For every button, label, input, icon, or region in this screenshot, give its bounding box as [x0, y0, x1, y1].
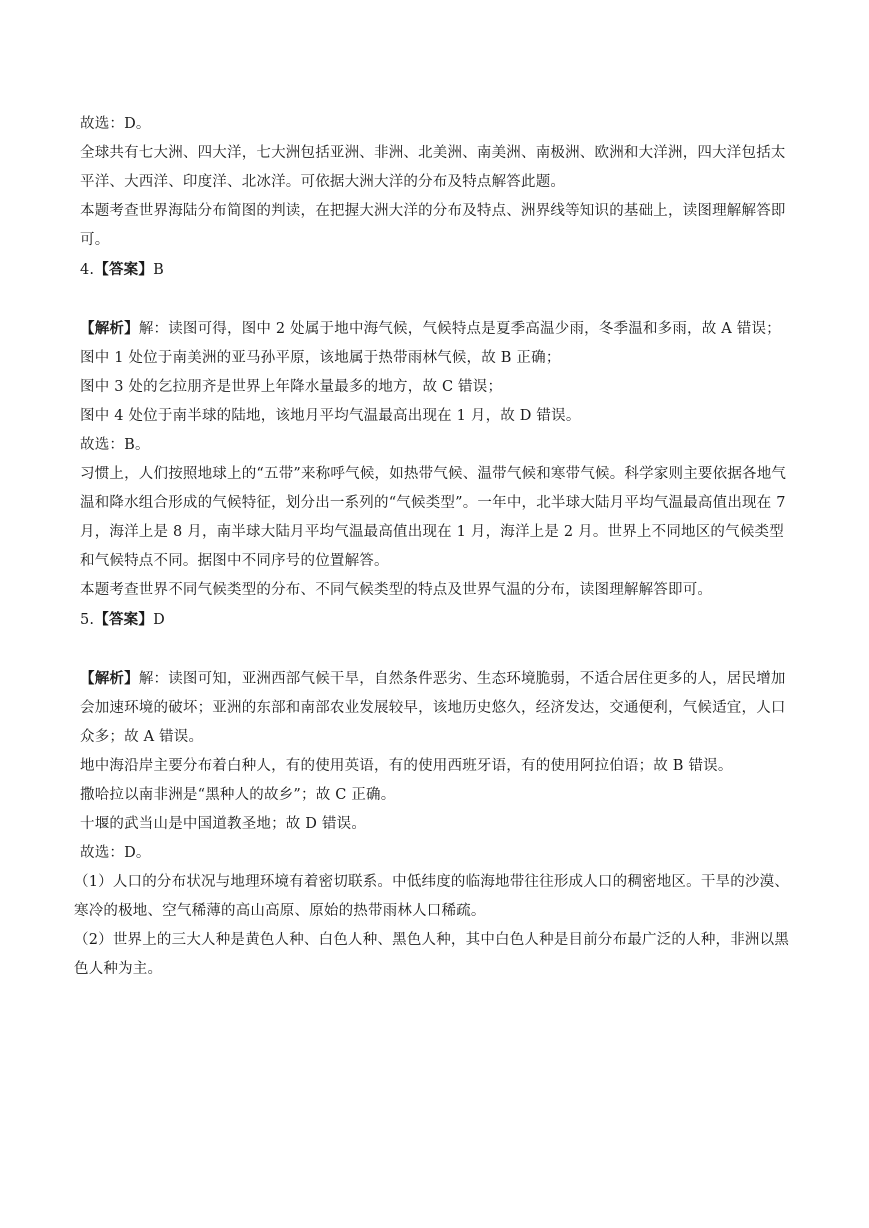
paragraph-point-4: 图中 4 处位于南半球的陆地，该地月平均气温最高出现在 1 月，故 D 错误。 — [80, 408, 581, 424]
answer-4-label: 【答案】 — [94, 261, 154, 278]
paragraph-wudang: 十堰的武当山是中国道教圣地；故 D 错误。 — [80, 816, 367, 832]
analysis-4-text: 解：读图可得，图中 2 处属于地中海气候，气候特点是夏季高温少雨，冬季温和多雨，故 A 错误； — [138, 321, 781, 337]
analysis-5 — [80, 664, 792, 752]
answer-4-number: 4. — [80, 262, 95, 278]
analysis-5-label: 【解析】 — [80, 670, 139, 687]
paragraph-climate-explanation: 习惯上，人们按照地球上的“五带”来称呼气候，如热带气候、温带气候和寒带气候。科学家则主要依据各地气温和降水组合形成的气候特征，划分出一系列的“气候类型”。一年中，北半球大陆月平均气温最高值出现在 7 月，海洋上是 8 月，南半球大陆月平均气温最高值出现在 1 月，海洋上是 2 月。世界上不同地区的气候类型和气候特点不同。据图中不同序号的位置解答。 — [80, 466, 787, 569]
answer-5 — [80, 605, 792, 635]
paragraph-note-2: （2）世界上的三大人种是黄色人种、白色人种、黑色人种，其中白色人种是目前分布最广泛的人种，非洲以黑色人种为主。 — [74, 932, 790, 977]
analysis-4 — [80, 314, 792, 344]
paragraph-point-3: 图中 3 处的乞拉朋齐是世界上年降水量最多的地方，故 C 错误； — [80, 379, 503, 395]
paragraph-mediterranean: 地中海沿岸主要分布着白种人，有的使用英语，有的使用西班牙语，有的使用阿拉伯语；故 B 错误。 — [80, 758, 733, 774]
analysis-5-text: 解：读图可知，亚洲西部气候干旱，自然条件恶劣、生态环境脆弱，不适合居住更多的人，居民增加会加速环境的破坏；亚洲的东部和南部农业发展较早，该地历史悠久，经济发达，交通便利，气候适宜，人口众多；故 A 错误。 — [80, 671, 786, 745]
paragraph-choice-d-1: 故选：D。 — [80, 116, 151, 132]
paragraph-summary-1: 本题考查世界海陆分布简图的判读，在把握大洲大洋的分布及特点、洲界线等知识的基础上，读图理解解答即可。 — [80, 203, 786, 248]
paragraph-choice-b: 故选：B。 — [80, 437, 150, 453]
paragraph-continents-oceans: 全球共有七大洲、四大洋，七大洲包括亚洲、非洲、北美洲、南美洲、南极洲、欧洲和大洋洲，四大洋包括太平洋、大西洋、印度洋、北冰洋。可依据大洲大洋的分布及特点解答此题。 — [80, 145, 786, 190]
answer-5-value: D — [153, 612, 165, 628]
answer-5-number: 5. — [80, 612, 95, 628]
paragraph-summary-2: 本题考查世界不同气候类型的分布、不同气候类型的特点及世界气温的分布，读图理解解答即可。 — [80, 582, 713, 598]
paragraph-choice-d-2: 故选：D。 — [80, 845, 151, 861]
analysis-4-label: 【解析】 — [80, 320, 139, 337]
answer-5-label: 【答案】 — [94, 611, 154, 628]
spacer — [80, 285, 792, 314]
spacer — [80, 635, 792, 664]
document-body — [74, 110, 792, 984]
paragraph-sahara: 撒哈拉以南非洲是“黑种人的故乡”；故 C 正确。 — [80, 787, 396, 803]
paragraph-point-1: 图中 1 处位于南美洲的亚马孙平原，该地属于热带雨林气候，故 B 正确； — [80, 350, 561, 366]
paragraph-note-1: （1）人口的分布状况与地理环境有着密切联系。中低纬度的临海地带往往形成人口的稠密地区。干旱的沙漠、寒冷的极地、空气稀薄的高山高原、原始的热带雨林人口稀疏。 — [74, 874, 790, 919]
answer-4-value: B — [153, 262, 164, 278]
answer-4 — [80, 255, 792, 285]
